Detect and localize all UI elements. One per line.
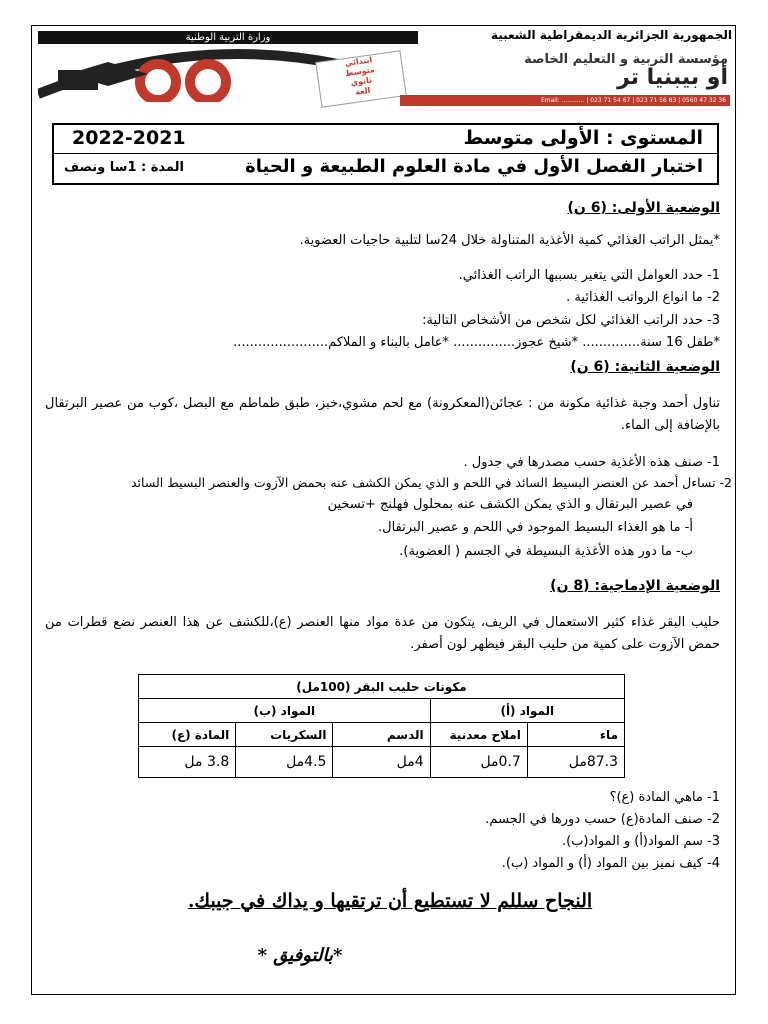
section-2-question: أ- ما هو الغذاء البسيط الموجود في اللحم و عصير البرتقال.	[378, 520, 693, 535]
section-2-question: ب- ما دور هذه الأغذية البسيطة في الجسم ( العضوية).	[399, 544, 693, 559]
table-header-cell: املاح معدنية	[430, 723, 527, 747]
table-value-cell: 3.8 مل	[139, 747, 236, 778]
section-1-question: 1- حدد العوامل التي يتغير بسببها الراتب الغذائي.	[458, 268, 720, 283]
school-name: أو بيبنيا تر	[617, 65, 728, 90]
badge-line: الغة	[354, 85, 371, 97]
good-luck-wish: *بالتوفيق *	[257, 945, 343, 966]
badge-line: ابتدائي	[344, 55, 373, 69]
section-3-intro: حليب البقر غذاء كثير الاستعمال في الريف، يتكون من عدة مواد منها العنصر (ع)،للكشف عن هذا العنصر نضع قطرات من حمض الآزوت على كمية من حليب البقر فيظهر لون أصفر.	[45, 615, 720, 652]
school-year: 2022-2021	[72, 127, 186, 149]
section-2-question: في عصير البرتقال و الذي يمكن الكشف عنه بمحلول فهلنج +تسخين	[327, 497, 693, 512]
section-2-intro: تناول أحمد وجبة غذائية مكونة من : عجائن(المعكرونة) مع لحم مشوي،خبز، طبق طماطم مع البصل ،كوب من عصير البرتقال بالإضافة إلى الماء.	[45, 396, 720, 433]
section-1-intro: *يمثل الراتب الغذائي كمية الأغذية المتناولة خلال 24سا لتلبية حاجيات العضوية.	[299, 233, 720, 248]
section-3-question: 1- ماهي المادة (ع)؟	[609, 790, 720, 805]
section-3-question: 2- صنف المادة(ع) حسب دورها في الجسم.	[485, 812, 720, 827]
contact-bar: Email: ............ | 023 71 54 67 | 023 71 56 83 | 0560 47 32 36	[400, 95, 730, 106]
badge-line: ثانوي	[350, 75, 373, 88]
section-1-heading: الوضعية الأولى: (6 ن)	[567, 200, 720, 216]
section-2-question: 2- تساءل أحمد عن العنصر البسيط السائد في اللحم و الذي يمكن الكشف عنه بحمض الآزوت والعنصر البسيط السائد	[131, 475, 732, 490]
exam-title-box	[52, 123, 719, 185]
badge-line: متوسط	[344, 65, 376, 79]
section-1-people: *طفل 16 سنة.............. *شيخ عجوز............... *عامل بالبناء و الملاكم.......................	[233, 335, 720, 350]
table-value-cell: 0.7مل	[430, 747, 527, 778]
closing-quote: النجاح سللم لا تستطيع أن ترتقيها و يداك في جيبك.	[187, 890, 593, 912]
section-3-heading: الوضعية الإدماجية: (8 ن)	[550, 578, 720, 594]
table-header-cell: المادة (ع)	[139, 723, 236, 747]
exam-duration: المدة : 1سا ونصف	[64, 160, 184, 175]
section-3-question: 3- سم المواد(أ) و المواد(ب).	[561, 834, 720, 849]
table-value-cell: 87.3مل	[527, 747, 624, 778]
section-3-question: 4- كيف نميز بين المواد (أ) و المواد (ب).	[501, 856, 720, 871]
table-value-cell: 4مل	[333, 747, 430, 778]
title-divider	[54, 153, 717, 154]
table-value-cell: 4.5مل	[236, 747, 333, 778]
section-2-question: 1- صنف هذه الأغذية حسب مصدرها في جدول .	[463, 455, 720, 470]
section-2-heading: الوضعية الثانية: (6 ن)	[570, 359, 720, 375]
section-1-question: 2- ما انواع الرواتب الغذائية .	[566, 290, 720, 305]
institution-name: مؤسسة التربية و التعليم الخاصة	[524, 52, 728, 67]
table-header-cell: ماء	[527, 723, 624, 747]
table-group-b: المواد (ب)	[139, 699, 431, 723]
republic-title: الجمهورية الجزائرية الديمقراطية الشعبية	[490, 28, 732, 42]
milk-composition-table	[138, 674, 625, 778]
table-header-cell: السكريات	[236, 723, 333, 747]
table-header-cell: الدسم	[333, 723, 430, 747]
ministry-banner: وزارة التربية الوطنية	[38, 31, 418, 44]
table-caption: مكونات حليب البقر (100مل)	[139, 675, 625, 699]
exam-title: اختبار الفصل الأول في مادة العلوم الطبيعة و الحياة	[245, 156, 703, 177]
table-group-a: المواد (أ)	[430, 699, 624, 723]
level-label: المستوى : الأولى متوسط	[463, 127, 703, 149]
section-1-question: 3- حدد الراتب الغذائي لكل شخص من الأشخاص التالية:	[422, 313, 720, 328]
